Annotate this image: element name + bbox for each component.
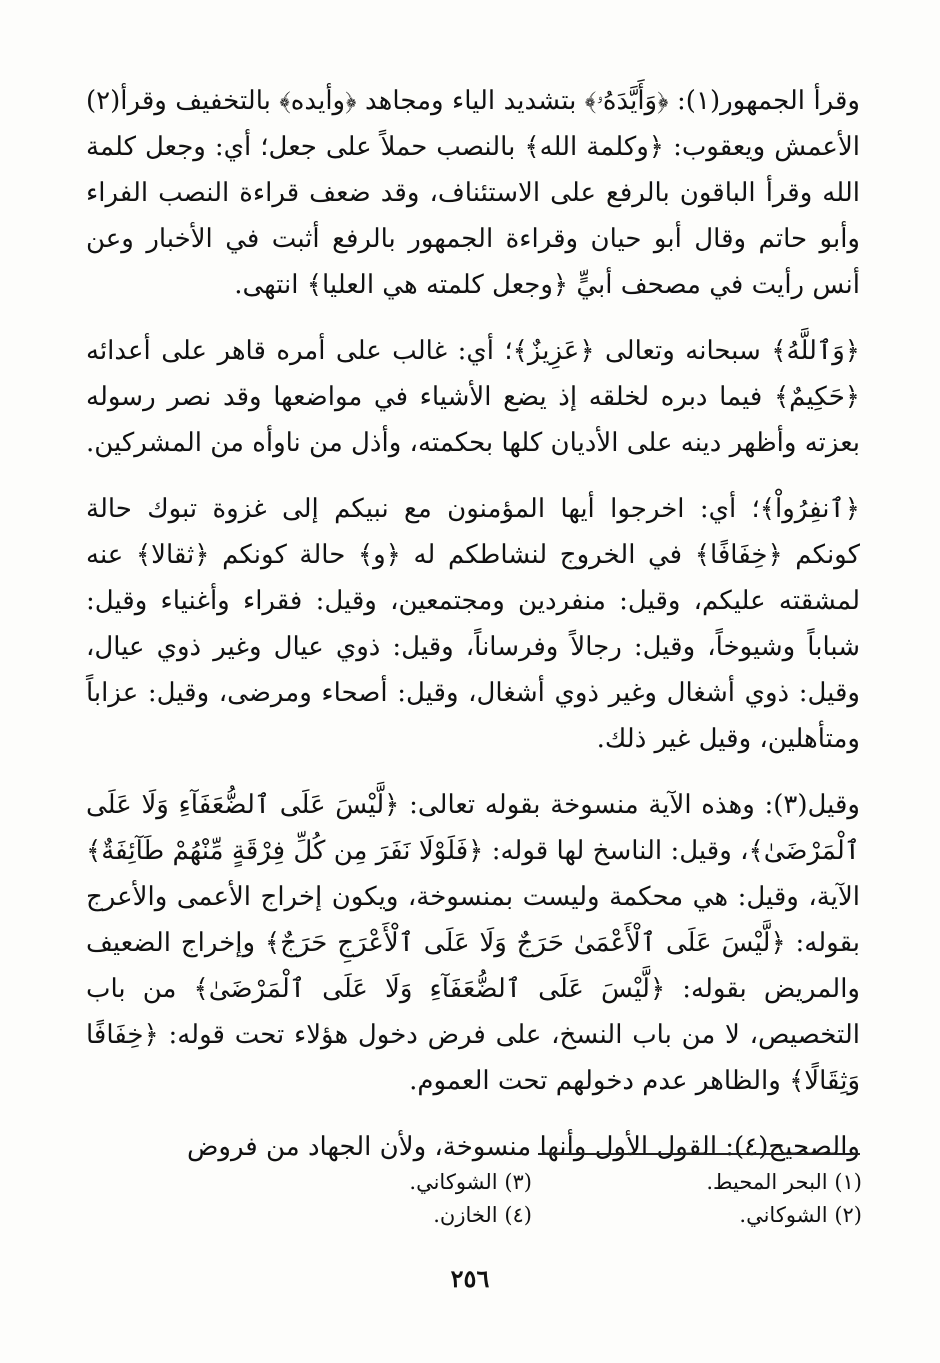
footnotes-left-column	[322, 1166, 532, 1232]
footnote-4: (٤) الخازن.	[433, 1203, 532, 1227]
paragraph-gap	[86, 466, 860, 486]
footnote-2: (٢) الشوكاني.	[739, 1203, 862, 1227]
footnote-separator	[538, 1153, 860, 1155]
paragraph-5: والصحيح(٤): القول الأول وأنها منسوخة، ولأن الجهاد من فروض	[186, 1132, 860, 1162]
main-text	[86, 78, 860, 1170]
paragraph-2: ﴿وَٱللَّهُ﴾ سبحانه وتعالى ﴿عَزِيزٌ﴾؛ أي: غالب على أمره قاهر على أعدائه ﴿حَكِيمٌ﴾ فيما دبره لخلقه إذ يضع الأشياء في مواضعها وقد نصر رسوله بعزته وأظهر دينه على الأديان كلها بحكمته، وأذل من ناوأه من المشركين.	[85, 336, 860, 458]
page-number: ٢٥٦	[450, 1264, 490, 1293]
paragraph-gap	[86, 762, 860, 782]
paragraph-4: وقيل(٣): وهذه الآية منسوخة بقوله تعالى: ﴿لَّيْسَ عَلَى ٱلضُّعَفَآءِ وَلَا عَلَى ٱلْمَرْضَىٰ﴾، وقيل: الناسخ لها قوله: ﴿فَلَوْلَا نَفَرَ مِن كُلِّ فِرْقَةٍ مِّنْهُمْ طَآئِفَةٌ﴾ الآية، وقيل: هي محكمة وليست بمنسوخة، ويكون إخراج الأعمى والأعرج بقوله: ﴿لَّيْسَ عَلَى ٱلْأَعْمَىٰ حَرَجٌ وَلَا عَلَى ٱلْأَعْرَجِ حَرَجٌ﴾ وإخراج الضعيف والمريض بقوله: ﴿لَّيْسَ عَلَى ٱلضُّعَفَآءِ وَلَا عَلَى ٱلْمَرْضَىٰ﴾ من باب التخصيص، لا من باب النسخ، على فرض دخول هؤلاء تحت قوله: ﴿خِفَافًا وَثِقَالًا﴾ والظاهر عدم دخولهم تحت العموم.	[86, 790, 860, 1096]
paragraph-gap	[86, 1104, 860, 1124]
footnotes-right-column	[652, 1166, 862, 1232]
footnote-1: (١) البحر المحيط.	[706, 1170, 862, 1194]
paragraph-3: ﴿ٱنفِرُواْ﴾؛ أي: اخرجوا أيها المؤمنون مع نبيكم إلى غزوة تبوك حالة كونكم ﴿خِفَافًا﴾ في الخروج لنشاطكم له ﴿و﴾ حالة كونكم ﴿ثقالا﴾ عنه لمشقته عليكم، وقيل: منفردين ومجتمعين، وقيل: فقراء وأغنياء وقيل: شباباً وشيوخاً، وقيل: رجالاً وفرساناً، وقيل: ذوي عيال وغير ذوي عيال، وقيل: ذوي أشغال وغير ذوي أشغال، وقيل: أصحاء ومرضى، وقيل: عزاباً ومتأهلين، وقيل غير ذلك.	[86, 494, 860, 754]
paragraph-1: وقرأ الجمهور(١): ﴿وَأَيَّدَهُۥ﴾ بتشديد الياء ومجاهد ﴿وأيده﴾ بالتخفيف وقرأ(٢) الأعمش ويعقوب: ﴿وكلمة الله﴾ بالنصب حملاً على جعل؛ أي: وجعل كلمة الله وقرأ الباقون بالرفع على الاستئناف، وقد ضعف قراءة النصب الفراء وأبو حاتم وقال أبو حيان وقراءة الجمهور بالرفع أثبت في الأخبار وعن أنس رأيت في مصحف أبيٍّ ﴿وجعل كلمته هي العليا﴾ انتهى.	[86, 86, 860, 300]
paragraph-gap	[86, 308, 860, 328]
footnote-3: (٣) الشوكاني.	[409, 1170, 532, 1194]
